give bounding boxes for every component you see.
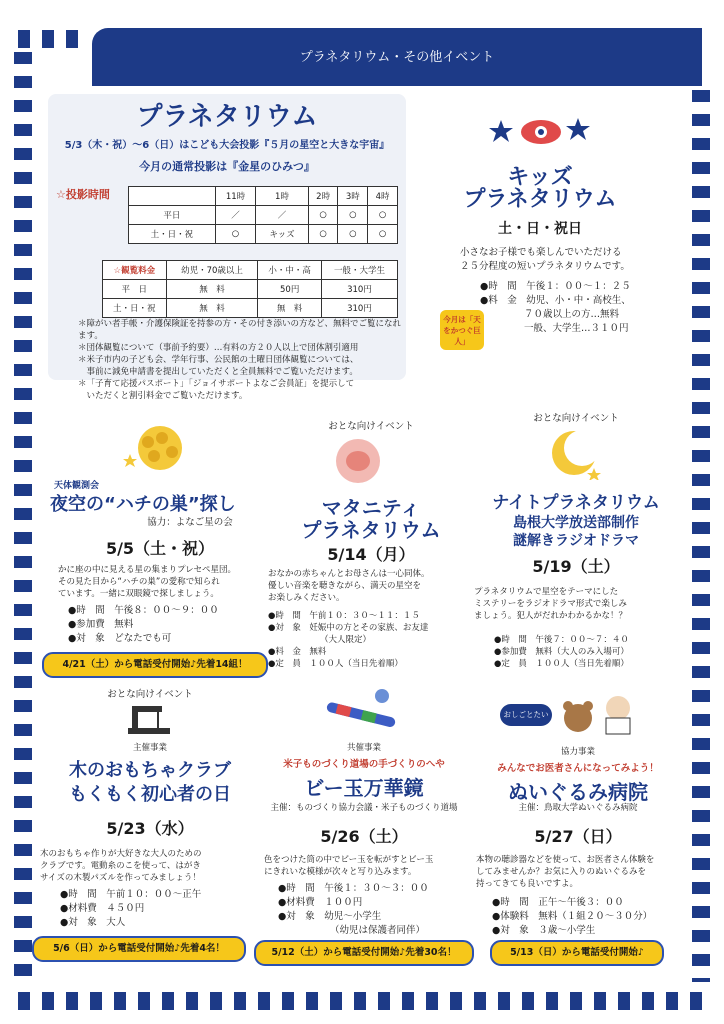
maternity-target: ●対 象 妊娠中の方とその家族、お友達 <box>268 623 429 633</box>
hachi-desc <box>58 564 278 600</box>
night-desc-line: ましょう。犯人がだれかわかるかな！？ <box>474 611 628 621</box>
border-bottom <box>18 992 706 1010</box>
night-desc-line: ミステリーをラジオドラマ形式で楽しみ <box>474 599 627 609</box>
doll-desc-line: 持ってきても良いですよ。 <box>476 879 579 889</box>
doll-desc-line: してみませんか？お気に入りのぬいぐるみを <box>476 867 647 877</box>
wood-tag: おとな向けイベント <box>107 689 193 700</box>
hachi-org: 天体観測会 <box>54 481 100 491</box>
fees-cell: 310円 <box>321 299 397 318</box>
wood-date: 5/23（水） <box>106 819 194 838</box>
hachi-desc-line: ています。一緒に双眼鏡で探しましょう。 <box>58 589 219 599</box>
fees-cell: 無 料 <box>166 280 258 299</box>
fees-header: 小・中・高 <box>258 261 322 280</box>
wood-title-1: 木のおもちゃクラブ <box>69 760 231 781</box>
maternity-info <box>268 610 478 670</box>
fees-cell: 土・日・祝 <box>103 299 167 318</box>
saw-icon <box>124 704 174 738</box>
schedule-cell: ○ <box>308 206 338 225</box>
schedule-cell: 土・日・祝 <box>129 225 216 244</box>
kids-fee: ●料 金 幼児、小・中・高校生、 <box>480 295 631 306</box>
night-info <box>494 634 694 670</box>
wood-host: 主催事業 <box>132 743 167 753</box>
kaleido-subtitle: 米子ものづくり道場の手づくりのへや <box>283 759 445 770</box>
fees-cell: 平 日 <box>103 280 167 299</box>
maternity-section <box>266 420 476 680</box>
wood-desc-line: 木のおもちゃ作りが大好きな大人のための <box>40 849 202 859</box>
wood-section <box>40 688 260 968</box>
teddy-doctor-icon <box>560 692 640 736</box>
schedule-cell: ○ <box>215 225 256 244</box>
wood-fee: ●材料費 ４５０円 <box>60 903 145 914</box>
schedule-header: 11時 <box>215 187 256 206</box>
night-fee: ●参加費 無料（大人のみ入場可） <box>494 647 629 657</box>
doll-host: 協力事業 <box>560 747 595 757</box>
kaleido-target: （幼児は保護者同伴） <box>330 925 426 936</box>
kaleido-sponsor: 主催：ものづくり協力会議・米子ものづくり道場 <box>270 803 458 813</box>
fees-table <box>102 260 398 318</box>
maternity-title-2: プラネタリウム <box>301 518 441 542</box>
kids-time: ●時 間 午後１：００～１：２５ <box>480 281 631 292</box>
night-desc <box>474 586 684 622</box>
hachi-time: ●時 間 午後８：００～９：００ <box>68 605 219 616</box>
honeycomb-icon <box>122 424 198 472</box>
kids-days: 土・日・祝日 <box>498 221 582 237</box>
doll-desc-line: 本物の聴診器などを使って、お医者さん体験を <box>476 855 655 865</box>
schedule-header: 4時 <box>368 187 398 206</box>
maternity-fee: ●料 金 無料 <box>268 647 327 657</box>
fees-header: 一般・大学生 <box>321 261 397 280</box>
fees-cell: 50円 <box>258 280 322 299</box>
fees-header: 幼児・70歳以上 <box>166 261 258 280</box>
schedule-cell: ○ <box>338 206 368 225</box>
fees-cell: 310円 <box>321 280 397 299</box>
schedule-cell: ○ <box>338 225 368 244</box>
header-banner <box>92 28 702 86</box>
schedule-cell: ○ <box>308 225 338 244</box>
schedule-header: 3時 <box>338 187 368 206</box>
kaleido-desc-line: 色をつけた筒の中でビー玉を転がすとビー玉 <box>264 855 434 865</box>
doll-date: 5/27（日） <box>534 827 622 846</box>
kids-badge: 今月は「天をかつぐ巨人」 <box>440 310 484 350</box>
maternity-target: （大人限定） <box>320 635 372 645</box>
night-title: ナイトプラネタリウム <box>492 493 660 513</box>
note-line: 事前に減免申請書を提出していただくと全員無料でご覧いただけます。 <box>78 367 358 377</box>
hachi-info <box>68 604 278 646</box>
schedule-cell: キッズ <box>256 225 309 244</box>
hachi-fee: ●参加費 無料 <box>68 619 134 630</box>
night-subtitle-2: 謎解きラジオドラマ <box>513 533 639 549</box>
schedule-header: 1時 <box>256 187 309 206</box>
kids-fee: 一般、大学生…３１０円 <box>524 323 629 334</box>
doll-title: ぬいぐるみ病院 <box>508 780 648 804</box>
night-date: 5/19（土） <box>532 557 620 576</box>
kaleido-target: ●対 象 幼児～小学生 <box>278 911 382 922</box>
maternity-cap: ●定 員 １００人（当日先着順） <box>268 659 403 669</box>
maternity-desc-line: 優しい音楽を聴きながら、満天の星空を <box>268 581 422 591</box>
planetarium-box <box>48 94 406 401</box>
doll-fee: ●体験料 無料（１組２０～３０分） <box>492 911 653 922</box>
wood-time: ●時 間 午前１０：００～正午 <box>60 889 202 900</box>
kids-desc <box>460 246 690 274</box>
schedule-cell: ／ <box>215 206 256 225</box>
rocket-icon <box>486 112 596 152</box>
wood-desc <box>40 848 260 884</box>
kaleido-desc <box>264 854 476 878</box>
note-line: ＊団体観覧について（事前予約要）…有料の方２０人以上で団体割引適用 <box>78 343 359 353</box>
border-right <box>692 90 710 982</box>
kaleidoscope-icon <box>322 688 406 732</box>
wood-info <box>60 888 260 930</box>
night-time: ●時 間 午後７：００～７：４０ <box>494 635 629 645</box>
fees-cell: 無 料 <box>258 299 322 318</box>
kaleido-info <box>278 882 478 938</box>
border-left <box>14 52 32 982</box>
note-line: ＊米子市内の子ども会、学年行事、公民館の土曜日団体観覧については、 <box>78 355 359 365</box>
kids-title-1: キッズ <box>507 165 573 190</box>
kaleido-date: 5/26（土） <box>320 827 408 846</box>
doll-subtitle: みんなでお医者さんになってみよう！ <box>497 763 659 774</box>
fees-cell: 無 料 <box>166 299 258 318</box>
maternity-time: ●時 間 午前１０：３０～１１：１５ <box>268 611 420 621</box>
planetarium-notes <box>78 318 403 402</box>
regular-projection: 今月の通常投影は『金星のひみつ』 <box>139 160 315 173</box>
kaleido-time: ●時 間 午後１：３０～３：００ <box>278 883 429 894</box>
hachi-desc-line: その見た目から“ハチの巣”の愛称で知られ <box>58 577 220 587</box>
kids-fee: ７０歳以上の方…無料 <box>524 309 620 320</box>
night-cap: ●定 員 １００人（当日先着順） <box>494 659 629 669</box>
maternity-desc <box>268 568 478 604</box>
kids-desc-line: ２５分程度の短いプラネタリウムです。 <box>460 261 630 272</box>
kaleido-section <box>258 688 470 968</box>
maternity-date: 5/14（月） <box>327 545 415 564</box>
schedule-title: ☆投影時間 <box>56 188 110 201</box>
night-section <box>466 412 686 682</box>
hachi-title: 夜空の“ハチの巣”探し <box>50 494 236 515</box>
doll-desc <box>476 854 692 890</box>
hachi-desc-line: かに座の中に見える星の集まりプレセペ星団。 <box>58 565 236 575</box>
schedule-header: 2時 <box>308 187 338 206</box>
schedule-header <box>129 187 216 206</box>
moon-icon <box>544 426 604 480</box>
border-top-left <box>18 30 78 48</box>
special-projection: 5/3（木・祝）～6（日）はこども大会投影『５月の星空と大きな宇宙』 <box>64 140 390 151</box>
schedule-table <box>128 186 398 244</box>
note-line: ＊「子育て応援パスポート」「ジョイサポートよなご会員証」を提示して <box>78 379 355 389</box>
fees-title: ☆観覧料金 <box>103 261 167 280</box>
kaleido-host: 共催事業 <box>346 743 381 753</box>
schedule-cell: ○ <box>368 206 398 225</box>
header-title: プラネタリウム・その他イベント <box>299 50 495 65</box>
maternity-title-1: マタニティ <box>321 496 421 520</box>
maternity-desc-line: お楽しみください。 <box>268 593 345 603</box>
doll-section <box>470 688 686 968</box>
kids-desc-line: 小さなお子様でも楽しんでいただける <box>460 247 622 258</box>
doll-target: ●対 象 ３歳～小学生 <box>492 925 596 936</box>
wood-target: ●対 象 大人 <box>60 917 126 928</box>
kaleido-fee: ●材料費 １００円 <box>278 897 363 908</box>
kaleido-title: ビー玉万華鏡 <box>304 776 424 800</box>
wood-desc-line: サイズの木製パズルを作ってみましょう！ <box>40 873 201 883</box>
kids-section <box>410 110 690 400</box>
maternity-tag: おとな向けイベント <box>328 421 414 432</box>
night-tag: おとな向けイベント <box>533 413 619 424</box>
kids-title-2: プラネタリウム <box>463 187 617 212</box>
note-line: ＊障がい者手帳・介護保険証を持参の方・その付き添いの方など、無料でご覧になれます。 <box>78 319 402 341</box>
hachi-booking-pill: 4/21（土）から電話受付開始♪先着14組！ <box>42 652 268 678</box>
maternity-desc-line: おなかの赤ちゃんとお母さんは一心同体。 <box>268 569 430 579</box>
planetarium-title: プラネタリウム <box>136 102 318 132</box>
hachi-section <box>50 420 270 680</box>
doll-sponsor: 主催：鳥取大学ぬいぐるみ病院 <box>518 803 638 813</box>
night-subtitle-1: 島根大学放送部制作 <box>513 515 639 531</box>
note-line: いただくと割引料金でご覧いただけます。 <box>78 391 248 401</box>
doll-time: ●時 間 正午～午後３：００ <box>492 897 624 908</box>
hachi-sponsor: 協力：よなご星の会 <box>147 517 233 528</box>
kids-info <box>480 280 690 336</box>
hachi-target: ●対 象 どなたでも可 <box>68 633 172 644</box>
night-desc-line: プラネタリウムで星空をテーマにした <box>474 587 619 597</box>
kaleido-desc-line: にきれいな模様が次々と写り込みます。 <box>264 867 417 877</box>
doll-booking-pill: 5/13（日）から電話受付開始♪ <box>490 940 664 966</box>
kaleido-booking-pill: 5/12（土）から電話受付開始♪先着30名！ <box>254 940 474 966</box>
schedule-cell: 平日 <box>129 206 216 225</box>
hachi-date: 5/5（土・祝） <box>105 539 215 558</box>
baby-icon <box>330 436 386 486</box>
wood-booking-pill: 5/6（日）から電話受付開始♪先着4名！ <box>32 936 246 962</box>
schedule-cell: ○ <box>368 225 398 244</box>
wood-desc-line: クラブです。電動糸のこを使って、はがき <box>40 861 201 871</box>
doll-stamp: おしごとたいけん <box>500 704 552 726</box>
doll-info <box>492 896 688 938</box>
wood-title-2: もくもく初心者の日 <box>69 784 231 805</box>
schedule-cell: ／ <box>256 206 309 225</box>
